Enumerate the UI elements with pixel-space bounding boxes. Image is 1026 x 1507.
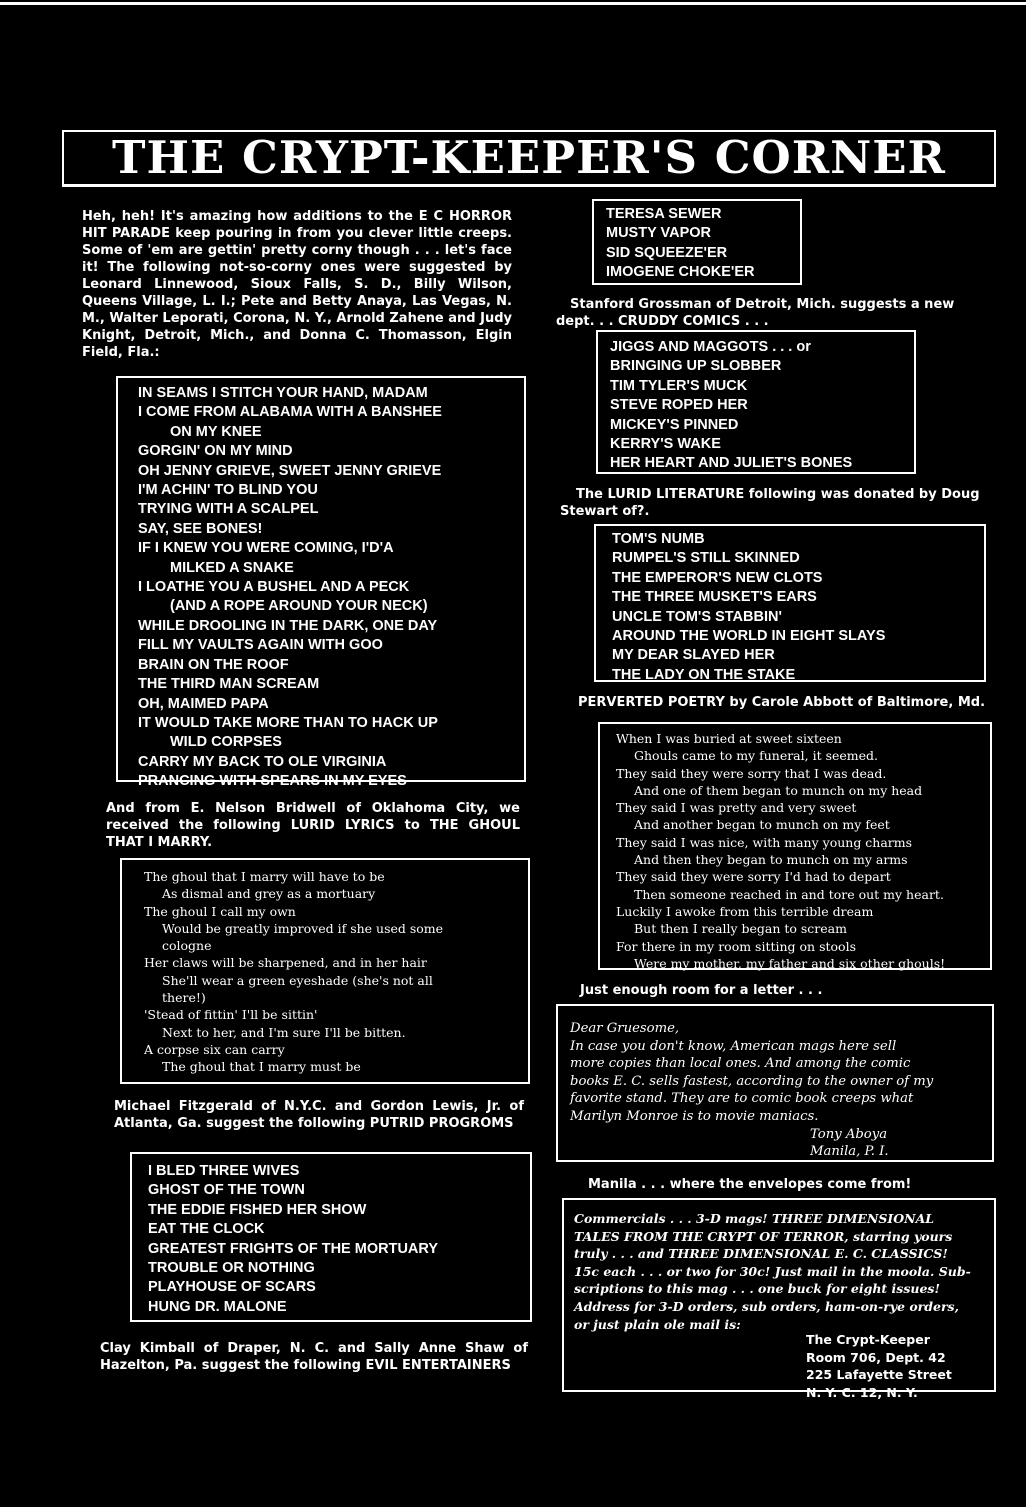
- ad-text: [574, 1210, 994, 1333]
- poem-line: And one of them began to munch on my head: [634, 782, 923, 798]
- lyrics-list: [144, 868, 528, 1076]
- poetry-intro-wrap: [562, 694, 986, 711]
- hit-parade-item: IF I KNEW YOU WERE COMING, I'D'A: [138, 540, 394, 557]
- manila-note: Manila . . . where the envelopes come from!: [588, 1177, 912, 1192]
- ad-line: or just plain ole mail is:: [574, 1316, 741, 1332]
- lyric-line: A corpse six can carry: [144, 1041, 285, 1057]
- lyrics-intro: And from E. Nelson Bridwell of Oklahoma City, we received the following LURID LYRICS to THE GHOUL THAT I MARRY.: [106, 801, 520, 850]
- poem-line: Then someone reached in and tore out my heart.: [634, 886, 944, 902]
- literature-item: THE LADY ON THE STAKE: [612, 666, 796, 683]
- programs-intro: Michael Fitzgerald of N.Y.C. and Gordon Lewis, Jr. of Atlanta, Ga. suggest the following PUTRID PROGROMS: [114, 1099, 524, 1131]
- hit-parade-item: I COME FROM ALABAMA WITH A BANSHEE: [138, 404, 442, 421]
- entertainer-item: MUSTY VAPOR: [606, 225, 712, 242]
- literature-intro-wrap: [560, 486, 984, 520]
- poem-line: They said I was nice, with many young charms: [616, 834, 913, 850]
- program-item: THE EDDIE FISHED HER SHOW: [148, 1201, 367, 1218]
- lyric-line: As dismal and grey as a mortuary: [162, 886, 376, 902]
- hit-parade-item: I'M ACHIN' TO BLIND YOU: [138, 482, 318, 499]
- literature-item: TOM'S NUMB: [612, 531, 705, 547]
- manila-note-wrap: [588, 1176, 988, 1193]
- letter-line: books E. C. sells fastest, according to the owner of my: [570, 1073, 934, 1089]
- hit-parade-item: BRAIN ON THE ROOF: [138, 656, 289, 673]
- hit-parade-item: ON MY KNEE: [170, 423, 262, 440]
- ad-line: Commercials . . . 3-D mags! THREE DIMENSIONAL: [574, 1211, 935, 1226]
- entertainers-list: [606, 205, 800, 283]
- hit-parade-intro: Heh, heh! It's amazing how additions to the E C HORROR HIT PARADE keep pouring in from you clever little creeps. Some of 'em are gettin' pretty corny though . . . let's face it! The following not-so-corny ones were suggested by Leonard Linnewood, Sioux Falls, S. D., Billy Wilson, Queens Village, L. I.; Pete and Betty Anaya, Las Vegas, N. M., Walter Leporati, Corona, N. Y., Arnold Zahene and Judy Knight, Detroit, Mich., and Donna C. Thomasson, Elgin Field, Fla.:: [82, 209, 512, 360]
- ad-line: scriptions to this mag . . . one buck for eight issues!: [574, 1281, 940, 1297]
- comics-intro-wrap: [556, 296, 984, 330]
- lyric-line: 'Stead of fittin' I'll be sittin': [144, 1007, 318, 1023]
- comic-item: TIM TYLER'S MUCK: [610, 377, 748, 394]
- lyric-line: Next to her, and I'm sure I'll be bitten.: [162, 1024, 406, 1040]
- lyrics-box: [120, 858, 530, 1084]
- letter-body: [570, 1020, 992, 1126]
- letter-line: favorite stand. They are to comic book creeps what: [570, 1091, 914, 1107]
- lyric-line: The ghoul I call my own: [144, 903, 296, 919]
- mailing-address: [806, 1331, 994, 1401]
- hit-parade-box: [116, 376, 526, 790]
- entertainer-item: TERESA SEWER: [606, 206, 722, 222]
- hit-parade-item: WHILE DROOLING IN THE DARK, ONE DAY: [138, 617, 438, 634]
- lyric-line: The ghoul that I marry must be: [162, 1059, 361, 1075]
- poem-line: They said they were sorry I'd had to depart: [616, 869, 891, 885]
- program-item: HUNG DR. MALONE: [148, 1298, 287, 1315]
- comic-item: KERRY'S WAKE: [610, 436, 721, 453]
- hit-parade-item: SAY, SEE BONES!: [138, 520, 263, 537]
- hit-parade-item: GORGIN' ON MY MIND: [138, 443, 293, 460]
- hit-parade-item: WILD CORPSES: [170, 734, 282, 751]
- literature-list: [612, 530, 984, 685]
- poem-line: For there in my room sitting on stools: [616, 938, 856, 954]
- comics-intro: Stanford Grossman of Detroit, Mich. suggests a new dept. . . CRUDDY COMICS . . .: [556, 297, 955, 329]
- poem-line: But then I really began to scream: [634, 921, 847, 937]
- hit-parade-item: TRYING WITH A SCALPEL: [138, 501, 319, 518]
- lyrics-intro-wrap: [106, 800, 520, 851]
- poetry-box: [598, 722, 992, 970]
- programs-list: [148, 1162, 530, 1317]
- letter-line: more copies than local ones. And among the comic: [570, 1056, 911, 1072]
- hit-parade-item: MILKED A SNAKE: [170, 559, 294, 576]
- letter-signature-line: Tony Aboya: [810, 1126, 888, 1142]
- program-item: I BLED THREE WIVES: [148, 1163, 300, 1179]
- letter-signature-line: Manila, P. I.: [810, 1144, 889, 1160]
- hit-parade-item: (AND A ROPE AROUND YOUR NECK): [170, 598, 428, 615]
- literature-item: THE THREE MUSKET'S EARS: [612, 589, 817, 606]
- poem-line: They said I was pretty and very sweet: [616, 800, 857, 816]
- comic-item: JIGGS AND MAGGOTS . . . or: [610, 339, 811, 355]
- hit-parade-item: IN SEAMS I STITCH YOUR HAND, MADAM: [138, 385, 428, 401]
- poem-line: Were my mother, my father and six other ghouls!: [634, 955, 946, 971]
- poem-line: They said they were sorry that I was dead.: [616, 765, 887, 781]
- comic-item: STEVE ROPED HER: [610, 397, 748, 414]
- top-rule: [0, 2, 1026, 5]
- title-frame: [62, 130, 996, 187]
- program-item: GHOST OF THE TOWN: [148, 1182, 305, 1199]
- comics-box: [596, 330, 916, 474]
- entertainer-item: SID SQUEEZE'ER: [606, 244, 728, 261]
- hit-parade-item: IT WOULD TAKE MORE THAN TO HACK UP: [138, 714, 438, 731]
- ad-line: TALES FROM THE CRYPT OF TERROR, starring yours: [574, 1228, 953, 1244]
- program-item: GREATEST FRIGHTS OF THE MORTUARY: [148, 1240, 438, 1257]
- poem-line: And then they began to munch on my arms: [634, 852, 908, 868]
- literature-intro: The LURID LITERATURE following was donated by Doug Stewart of?.: [560, 487, 980, 519]
- lyric-line: She'll wear a green eyeshade (she's not all: [162, 972, 433, 988]
- hit-parade-item: I LOATHE YOU A BUSHEL AND A PECK: [138, 579, 410, 596]
- lyric-line: Her claws will be sharpened, and in her hair: [144, 955, 427, 971]
- literature-item: THE EMPEROR'S NEW CLOTS: [612, 569, 823, 586]
- address-line: 225 Lafayette Street: [806, 1367, 952, 1383]
- comic-item: MICKEY'S PINNED: [610, 416, 739, 433]
- letter-intro: Just enough room for a letter . . .: [580, 983, 823, 998]
- letter-box: [556, 1004, 994, 1162]
- literature-item: MY DEAR SLAYED HER: [612, 647, 775, 664]
- poem-line: When I was buried at sweet sixteen: [616, 731, 842, 746]
- hit-parade-item: PRANCING WITH SPEARS IN MY EYES: [138, 773, 407, 790]
- address-line: Room 706, Dept. 42: [806, 1349, 946, 1365]
- lyric-line: The ghoul that I marry will have to be: [144, 869, 385, 884]
- hit-parade-item: CARRY MY BACK TO OLE VIRGINIA: [138, 753, 387, 770]
- hit-parade-list: [138, 384, 524, 792]
- hit-parade-item: THE THIRD MAN SCREAM: [138, 676, 320, 693]
- left-column: [82, 208, 512, 361]
- poem-line: Luckily I awoke from this terrible dream: [616, 903, 874, 919]
- ad-line: 15c each . . . or two for 30c! Just mail in the moola. Sub-: [574, 1263, 971, 1279]
- letter-line: Marilyn Monroe is to movie maniacs.: [570, 1108, 819, 1124]
- lyric-line: Would be greatly improved if she used some: [162, 920, 444, 936]
- entertainers-box: [592, 199, 802, 285]
- literature-item: UNCLE TOM'S STABBIN': [612, 608, 782, 625]
- poetry-list: [616, 730, 990, 972]
- poem-line: Ghouls came to my funeral, it seemed.: [634, 748, 879, 764]
- entertainers-intro-wrap: [100, 1340, 528, 1374]
- literature-item: RUMPEL'S STILL SKINNED: [612, 550, 800, 567]
- program-item: PLAYHOUSE OF SCARS: [148, 1279, 316, 1296]
- comic-item: HER HEART AND JULIET'S BONES: [610, 455, 853, 472]
- letter-line: In case you don't know, American mags here sell: [570, 1038, 897, 1054]
- letter-line: Dear Gruesome,: [570, 1021, 680, 1036]
- page-title: THE CRYPT-KEEPER'S CORNER: [112, 131, 946, 184]
- lyric-line: there!): [162, 990, 206, 1006]
- ad-box: [562, 1198, 996, 1400]
- program-item: EAT THE CLOCK: [148, 1221, 265, 1238]
- address-line: The Crypt-Keeper: [806, 1332, 930, 1348]
- literature-box: [594, 524, 986, 682]
- programs-box: [130, 1152, 532, 1322]
- ad-line: truly . . . and THREE DIMENSIONAL E. C. CLASSICS!: [574, 1246, 948, 1262]
- poem-line: And another began to munch on my feet: [634, 817, 890, 833]
- letter-intro-wrap: [580, 982, 980, 999]
- hit-parade-item: OH JENNY GRIEVE, SWEET JENNY GRIEVE: [138, 462, 442, 479]
- entertainers-intro: Clay Kimball of Draper, N. C. and Sally Anne Shaw of Hazelton, Pa. suggest the following EVIL ENTERTAINERS: [100, 1341, 528, 1373]
- comics-list: [610, 338, 914, 474]
- poetry-intro: PERVERTED POETRY by Carole Abbott of Baltimore, Md.: [578, 695, 986, 710]
- entertainer-item: IMOGENE CHOKE'ER: [606, 264, 755, 281]
- hit-parade-item: OH, MAIMED PAPA: [138, 695, 269, 712]
- comic-item: BRINGING UP SLOBBER: [610, 358, 782, 375]
- hit-parade-item: FILL MY VAULTS AGAIN WITH GOO: [138, 637, 383, 654]
- programs-intro-wrap: [114, 1098, 524, 1132]
- literature-item: AROUND THE WORLD IN EIGHT SLAYS: [612, 628, 886, 645]
- program-item: TROUBLE OR NOTHING: [148, 1260, 315, 1277]
- letter-signature: [570, 1126, 992, 1161]
- ad-line: Address for 3-D orders, sub orders, ham-on-rye orders,: [574, 1298, 959, 1314]
- address-line: N. Y. C. 12, N. Y.: [806, 1384, 918, 1400]
- lyric-line: cologne: [162, 938, 212, 954]
